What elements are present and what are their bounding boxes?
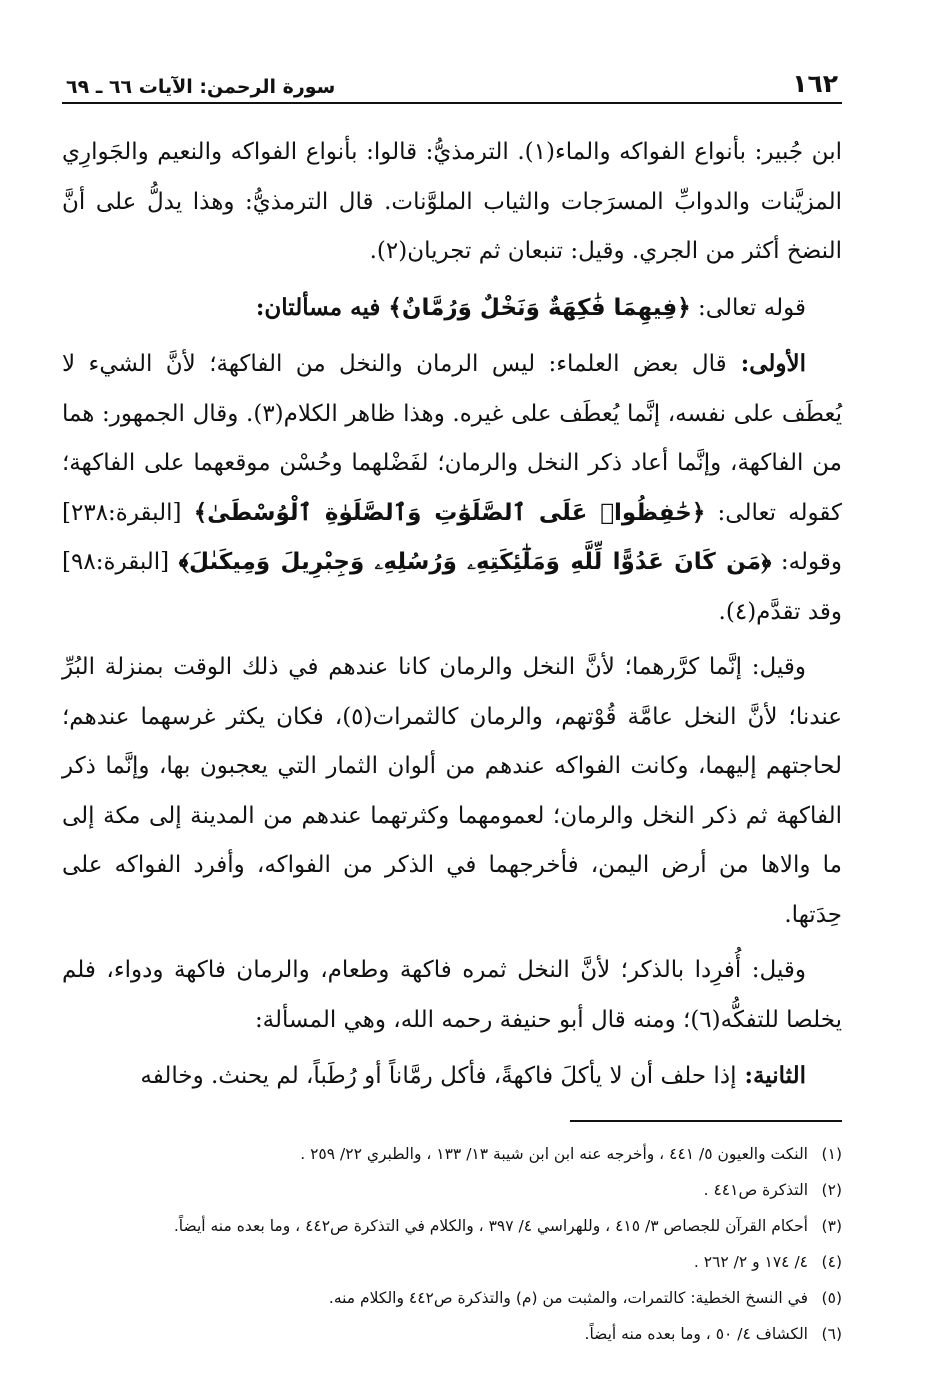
paragraph-3-text-3: [البقرة:٩٨] وقد تقدَّم(٤). <box>62 549 842 625</box>
footnote <box>62 1212 842 1240</box>
issue-one-heading: الأولى: <box>726 350 806 377</box>
footnote-text: في النسخ الخطية: كالتمرات، والمثبت من (م) والتذكرة ص٤٤٢ والكلام منه. <box>328 1288 808 1307</box>
paragraph-5: وقيل: أُفرِدا بالذكر؛ لأنَّ النخل ثمره فاكهة وطعام، والرمان فاكهة ودواء، فلم يخلصا للتفكُّه(٦)؛ ومنه قال أبو حنيفة رحمه الله، وهي المسألة: <box>62 957 842 1033</box>
paragraph-6-text: إذا حلف أن لا يأكلَ فاكهةً، فأكل رمَّاناً أو رُطَباً، لم يحنث. وخالفه <box>140 1063 737 1089</box>
paragraph-3 <box>62 339 842 637</box>
footnote-number: (٦) <box>821 1324 842 1343</box>
footnote-number: (٣) <box>821 1216 842 1235</box>
paragraph-3-text-2: [البقرة:٢٣٨] وقوله: <box>62 499 843 575</box>
quran-verse: ﴿حَٰفِظُوا۟ عَلَى ٱلصَّلَوَٰتِ وَٱلصَّلَوٰةِ ٱلْوُسْطَىٰ﴾ <box>193 499 706 526</box>
footnote-text: الكشاف ٤/ ٥٠ ، وما بعده منه أيضاً. <box>584 1324 808 1343</box>
book-page <box>62 60 842 1356</box>
footnote-separator <box>570 1120 842 1122</box>
paragraph-6 <box>62 1051 842 1102</box>
issue-two-heading: الثانية: <box>736 1062 806 1089</box>
quran-verse: ﴿مَن كَانَ عَدُوًّا لِّلَّهِ وَمَلَٰٓئِكَتِهِۦ وَرُسُلِهِۦ وَجِبْرِيلَ وَمِيكَىٰلَ﴾ <box>178 549 772 575</box>
paragraph-2 <box>62 283 842 334</box>
footnote <box>62 1284 842 1312</box>
footnote-text: النكت والعيون ٥/ ٤٤١ ، وأخرجه عنه ابن ابن شيبة ١٣/ ١٣٣ ، والطبري ٢٢/ ٢٥٩ . <box>300 1144 808 1163</box>
paragraph-2-prefix: قوله تعالى: <box>690 294 806 321</box>
footnote <box>62 1320 842 1348</box>
footnote-text: أحكام القرآن للجصاص ٣/ ٤١٥ ، وللهراسي ٤/ ٣٩٧ ، والكلام في التذكرة ص٤٤٢ ، وما بعده منه أيضاً. <box>173 1216 808 1235</box>
quran-verse: ﴿فِيهِمَا فَٰكِهَةٌ وَنَخْلٌ وَرُمَّانٌ﴾ <box>388 294 691 321</box>
footnote <box>62 1248 842 1276</box>
footnote <box>62 1140 842 1168</box>
footnote-text: ٤/ ١٧٤ و ٢/ ٢٦٢ . <box>693 1252 808 1271</box>
footnotes <box>62 1140 842 1348</box>
footnote-number: (٤) <box>821 1252 842 1271</box>
footnote-number: (٢) <box>821 1180 842 1199</box>
page-number: ١٦٢ <box>792 69 838 98</box>
footnote-number: (١) <box>821 1144 842 1163</box>
footnote <box>62 1176 842 1204</box>
main-text <box>62 128 842 1102</box>
running-title: سورة الرحمن: الآيات ٦٦ ـ ٦٩ <box>66 76 336 98</box>
footnote-text: التذكرة ص٤٤١ . <box>703 1180 808 1199</box>
paragraph-1: ابن جُبير: بأنواع الفواكه والماء(١). الترمذيُّ: قالوا: بأنواع الفواكه والنعيم والجَوارِي المزيَّنات والدوابِّ المسرَجات والثياب الملوَّنات. قال الترمذيُّ: وهذا يدلُّ على أنَّ النضخ أكثر من الجري. وقيل: تنبعان ثم تجريان(٢). <box>62 139 842 264</box>
page-header <box>62 60 842 104</box>
paragraph-3-text-1: قال بعض العلماء: ليس الرمان والنخل من الفاكهة؛ لأنَّ الشيء لا يُعطَف على نفسه، إنَّما يُعطَف على غيره. وهذا ظاهر الكلام(٣). وقال الجمهور: هما من الفاكهة، وإنَّما أعاد ذكر النخل والرمان؛ لفَضْلهما وحُسْن موقعهما على الفاكهة؛ كقوله تعالى: <box>62 351 842 526</box>
footnote-number: (٥) <box>821 1288 842 1307</box>
paragraph-2-suffix: فيه مسألتان: <box>255 293 389 321</box>
paragraph-4: وقيل: إنَّما كرَّرهما؛ لأنَّ النخل والرمان كانا عندهم في ذلك الوقت بمنزلة البُرِّ عندنا؛ لأنَّ النخل عامَّة قُوْتهم، والرمان كالثمرات(٥)، فكان يكثر غرسهما عندهم؛ لحاجتهم إليهما، وكانت الفواكه عندهم من ألوان الثمار التي يعجبون بها، وإنَّما ذكر الفاكهة ثم ذكر النخل والرمان؛ لعمومهما وكثرتهما عندهم من المدينة إلى مكة إلى ما والاها من أرض اليمن، فأخرجهما في الذكر من الفواكه، وأفرد الفواكه على حِدَتها. <box>62 654 842 928</box>
